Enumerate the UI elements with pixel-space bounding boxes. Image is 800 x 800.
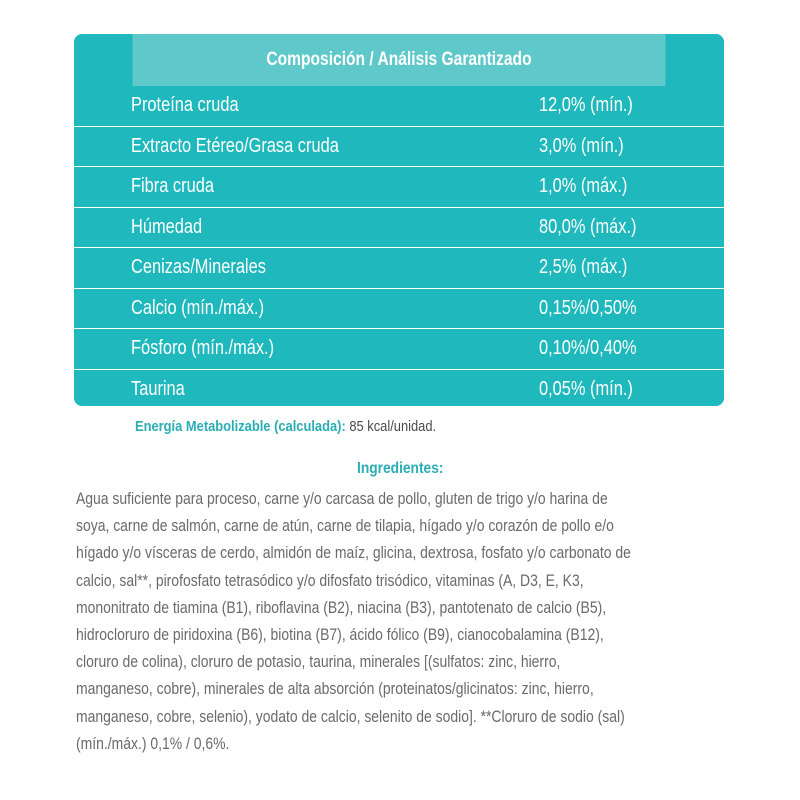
row-value: 0,05% (mín.) xyxy=(539,378,633,401)
ingredients-text xyxy=(76,486,718,758)
row-value: 2,5% (máx.) xyxy=(539,256,628,279)
table-row xyxy=(74,329,724,370)
row-label: Extracto Etéreo/Grasa cruda xyxy=(131,134,339,157)
ingredients-line: calcio, sal**, pirofosfato tetrasódico y/o difosfato trisódico, vitaminas (A, D3, E, K3, xyxy=(76,571,584,590)
row-label: Taurina xyxy=(131,378,185,401)
ingredients-title: Ingredientes: xyxy=(356,460,444,477)
energy-label: Energía Metabolizable (calculada): xyxy=(135,418,346,435)
row-label: Húmedad xyxy=(131,215,203,238)
ingredients-line: hígado y/o vísceras de cerdo, almidón de maíz, glicina, dextrosa, fosfato y/o carbonato de xyxy=(76,544,631,563)
ingredients-heading xyxy=(0,460,800,478)
row-value: 80,0% (máx.) xyxy=(539,215,637,238)
table-row xyxy=(74,370,724,407)
row-label: Proteína cruda xyxy=(131,94,239,117)
row-value: 12,0% (mín.) xyxy=(539,94,633,117)
table-row xyxy=(74,289,724,330)
table-body xyxy=(74,86,724,406)
table-title: Composición / Análisis Garantizado xyxy=(133,34,666,86)
guaranteed-analysis-table xyxy=(74,34,724,406)
ingredients-line: (mín./máx.) 0,1% / 0,6%. xyxy=(76,734,230,753)
table-row xyxy=(74,86,724,127)
row-label: Calcio (mín./máx.) xyxy=(131,296,265,319)
table-row xyxy=(74,248,724,289)
ingredients-line: mononitrato de tiamina (B1), riboflavina (B2), niacina (B3), pantotenato de calcio (B5), xyxy=(76,598,607,617)
row-value: 0,15%/0,50% xyxy=(539,296,637,319)
ingredients-line: Agua suficiente para proceso, carne y/o carcasa de pollo, gluten de trigo y/o harina de xyxy=(76,490,608,508)
table-row xyxy=(74,208,724,249)
row-value: 1,0% (máx.) xyxy=(539,175,628,198)
row-value: 0,10%/0,40% xyxy=(539,337,637,360)
ingredients-line: manganeso, cobre, selenio), yodato de calcio, selenito de sodio]. **Cloruro de sodio (sal) xyxy=(76,707,625,726)
energy-value: 85 kcal/unidad. xyxy=(345,418,437,435)
ingredients-line: cloruro de colina), cloruro de potasio, taurina, minerales [(sulfatos: zinc, hierro, xyxy=(76,653,561,672)
ingredients-line: soya, carne de salmón, carne de atún, carne de tilapia, hígado y/o corazón de pollo e/o xyxy=(76,517,614,536)
table-row xyxy=(74,127,724,168)
row-label: Fósforo (mín./máx.) xyxy=(131,337,275,360)
ingredients-line: manganeso, cobre), minerales de alta absorción (proteinatos/glicinatos: zinc, hierro, xyxy=(76,680,594,699)
metabolizable-energy xyxy=(135,418,436,435)
row-label: Fibra cruda xyxy=(131,175,214,198)
row-value: 3,0% (mín.) xyxy=(539,134,624,157)
ingredients-line: hidrocloruro de piridoxina (B6), biotina (B7), ácido fólico (B9), cianocobalamina (B12), xyxy=(76,626,604,645)
table-row xyxy=(74,167,724,208)
row-label: Cenizas/Minerales xyxy=(131,256,266,279)
